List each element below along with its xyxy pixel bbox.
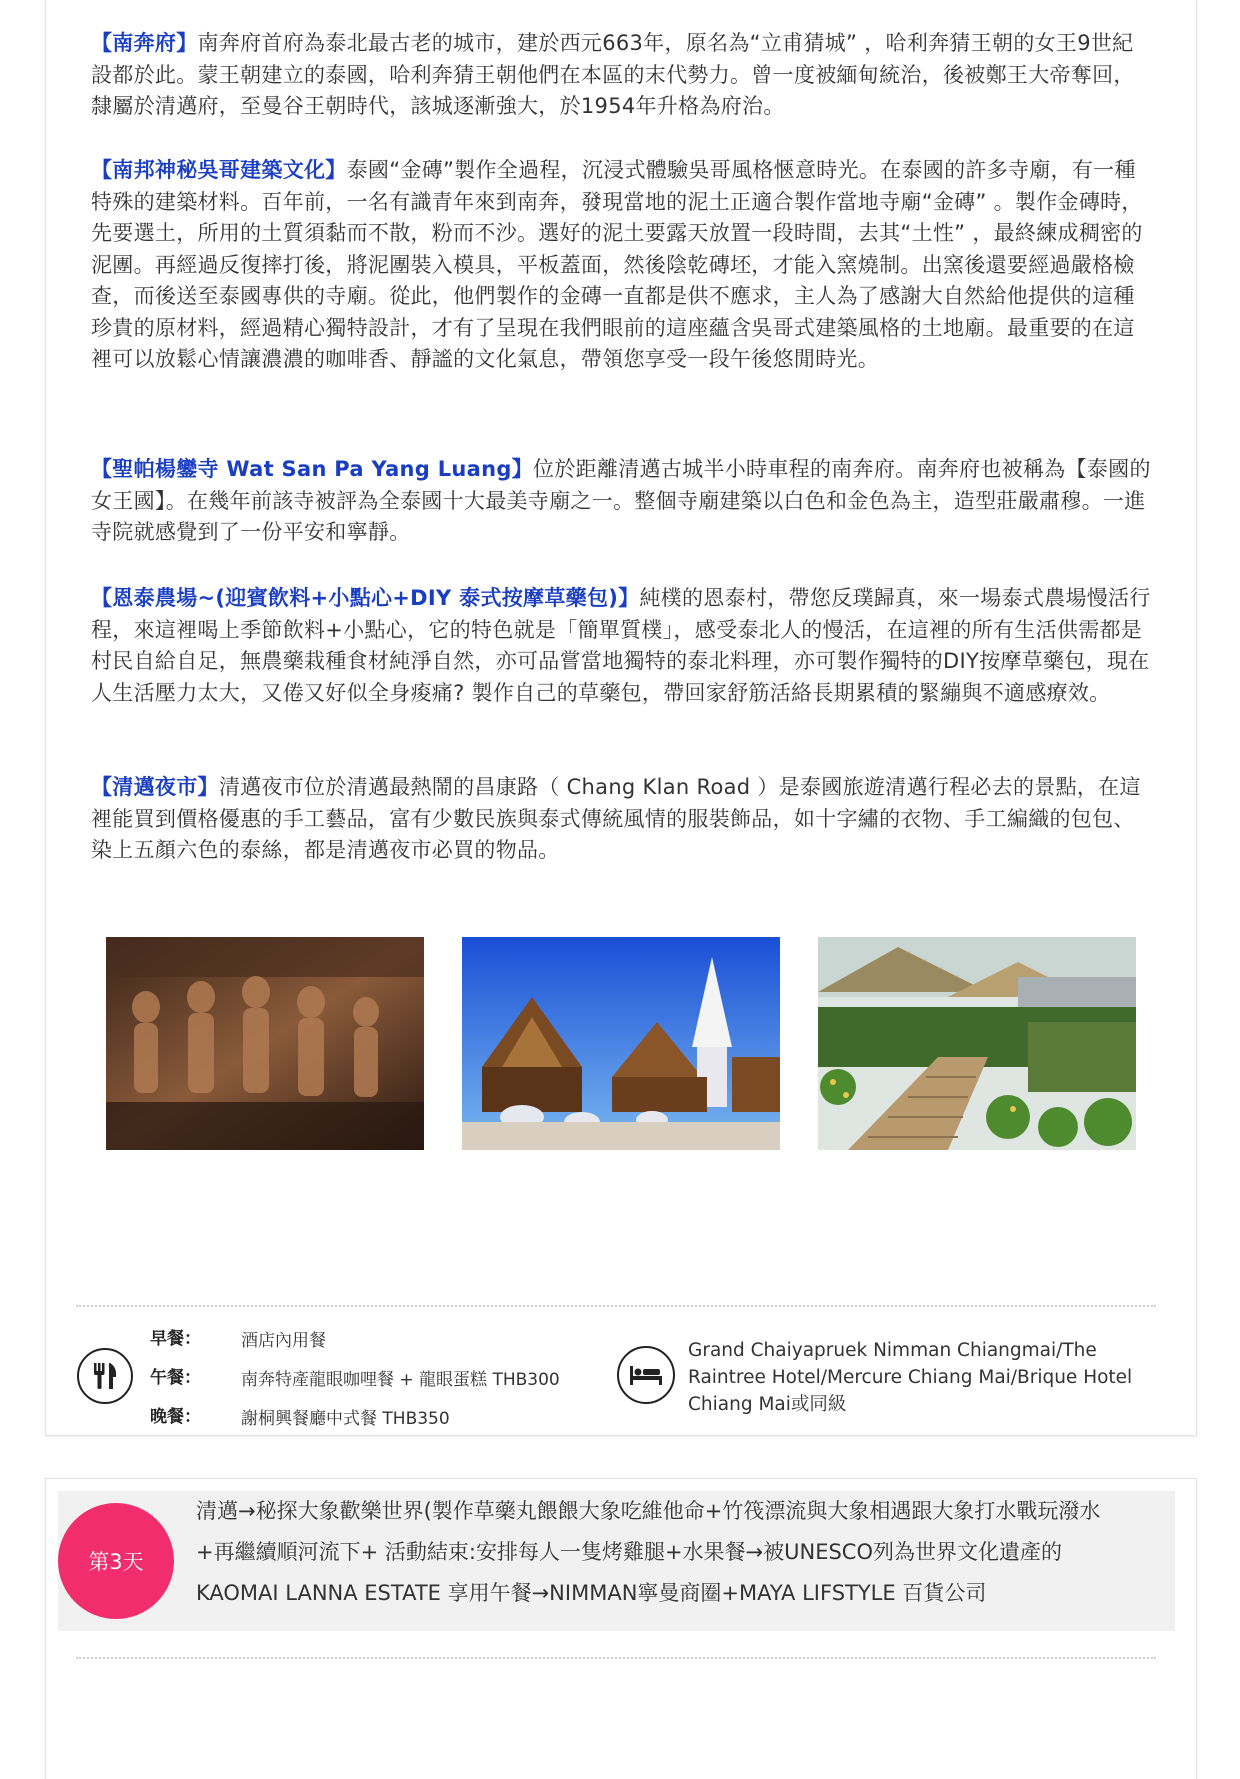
- itinerary-line: 清邁→秘探大象歡樂世界(製作草藥丸餵餵大象吃維他命+竹筏漂流與大象相遇跟大象打水戰玩潑水: [196, 1499, 1101, 1523]
- section-body: 泰國“金磚”製作全過程，沉浸式體驗吳哥風格愜意時光。在泰國的許多寺廟，有一種特殊的建築材料。百年前，一名有識青年來到南奔，發現當地的泥土正適合製作當地寺廟“金磚” 。製作金磚時，先要選土，所用的土質須黏而不散，粉而不沙。選好的泥土要露天放置一段時間，去其“土性” ，最終練成稠密的泥團。再經過反復摔打後，將泥團裝入模具，平板蓋面，然後陰乾磚坯，才能入窯燒制。出窯後還要經過嚴格檢查，而後送至泰國專供的寺廟。從此，他們製作的金磚一直都是供不應求，主人為了感謝大自然給他提供的這種珍貴的原材料，經過精心獨特設計，才有了呈現在我們眼前的這座蘊含吳哥式建築風格的土地廟。最重要的在這裡可以放鬆心情讓濃濃的咖啡香、靜謐的文化氣息，帶領您享受一段午後悠閒時光。: [91, 158, 1143, 371]
- section-entai-farm: [91, 583, 1151, 709]
- itinerary-line: +再繼續順河流下+ 活動結束:安排每人一隻烤雞腿+水果餐→被UNESCO列為世界文化遺產的: [196, 1540, 1063, 1564]
- section-wat-san-pa-yang: [91, 454, 1151, 549]
- section-heading: 【恩泰農場~(迎賓飲料+小點心+DIY 泰式按摩草藥包)】: [91, 586, 640, 610]
- section-body: 純樸的恩泰村，帶您反璞歸真，來一場泰式農場慢活行程，來這裡喝上季節飲料+小點心，它的特色就是「簡單質樸」，感受泰北人的慢活，在這裡的所有生活供需都是村民自給自足，無農藥栽種食材純淨自然，亦可品嘗當地獨特的泰北料理，亦可製作獨特的DIY按摩草藥包，現在人生活壓力太大，又倦又好似全身痠痛? 製作自己的草藥包，帶回家舒筋活絡長期累積的緊繃與不適感療效。: [91, 586, 1151, 705]
- divider: [76, 1657, 1156, 1659]
- section-body: 位於距離清邁古城半小時車程的南奔府。南奔府也被稱為【泰國的女王國】。在幾年前該寺被評為全泰國十大最美寺廟之一。整個寺廟建築以白色和金色為主，造型莊嚴肅穆。一進寺院就感覺到了一份平安和寧靜。: [91, 457, 1151, 544]
- section-heading: 【清邁夜市】: [91, 775, 219, 799]
- day3-itinerary: [196, 1491, 1156, 1614]
- bed-icon: [617, 1346, 675, 1404]
- lunch-label: 午餐：: [150, 1368, 201, 1388]
- photo-gallery: [106, 937, 1136, 1150]
- section-nanben: [91, 28, 1151, 123]
- section-body: 南奔府首府為泰北最古老的城市，建於西元663年，原名為“立甫猜城” ，哈利奔猜王朝的女王9世紀設都於此。蒙王朝建立的泰國，哈利奔猜王朝他們在本區的末代勢力。曾一度被緬甸統治，後被鄭王大帝奪回，隸屬於清邁府，至曼谷王朝時代，該城逐漸強大，於1954年升格為府治。: [91, 31, 1135, 118]
- photo-farm-hut: [818, 937, 1136, 1150]
- section-heading: 【南邦神秘吳哥建築文化】: [91, 158, 347, 182]
- section-night-market: [91, 772, 1151, 867]
- dinner-value: 謝桐興餐廳中式餐 THB350: [241, 1409, 450, 1429]
- itinerary-line: KAOMAI LANNA ESTATE 享用午餐→NIMMAN寧曼商圈+MAYA LIFSTYLE 百貨公司: [196, 1581, 987, 1605]
- section-angkor-culture: [91, 155, 1151, 376]
- lunch-value: 南奔特產龍眼咖哩餐 + 龍眼蛋糕 THB300: [241, 1370, 560, 1390]
- divider: [76, 1305, 1156, 1307]
- day-badge: 第3天: [58, 1503, 174, 1619]
- utensils-icon: [77, 1348, 133, 1404]
- dinner-label: 晚餐：: [150, 1407, 201, 1427]
- day3-card: [45, 1478, 1197, 1779]
- photo-stone-relief: [106, 937, 424, 1150]
- hotel-info: Grand Chaiyapruek Nimman Chiangmai/The Raintree Hotel/Mercure Chiang Mai/Brique Hotel Chiang Mai或同級: [688, 1340, 1133, 1415]
- section-body: 清邁夜市位於清邁最熱鬧的昌康路（ Chang Klan Road ）是泰國旅遊清邁行程必去的景點，在這裡能買到價格優惠的手工藝品，富有少數民族與泰式傳統風情的服裝飾品，如十字繡的衣物、手工編織的包包、染上五顏六色的泰絲，都是清邁夜市必買的物品。: [91, 775, 1141, 862]
- section-heading: 【南奔府】: [91, 31, 198, 55]
- breakfast-label: 早餐：: [150, 1329, 201, 1349]
- photo-temple: [462, 937, 780, 1150]
- day2-card: [45, 0, 1197, 1436]
- section-heading: 【聖帕楊鑾寺 Wat San Pa Yang Luang】: [91, 457, 534, 481]
- breakfast-value: 酒店內用餐: [241, 1331, 326, 1351]
